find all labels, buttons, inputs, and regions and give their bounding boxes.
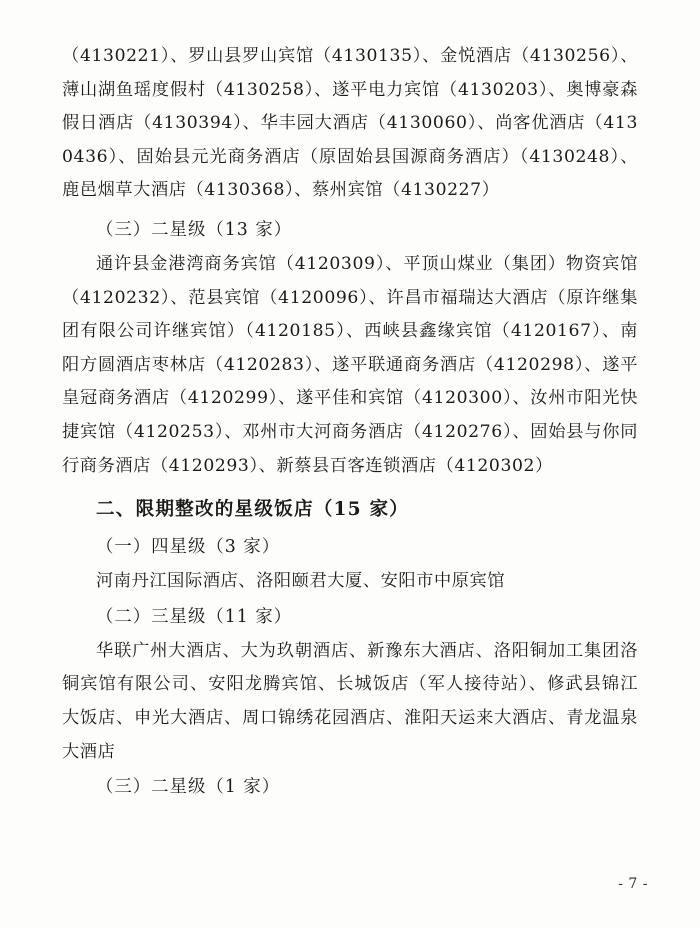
paragraph-two-star-hotel-list: 通许县金港湾商务宾馆（4120309）、平顶山煤业（集团）物资宾馆（4120232）、范县宾馆（4120096）、许昌市福瑞达大酒店（原许继集团有限公司许继宾馆）（4120185）、西峡县鑫缘宾馆（4120167）、南阳方圆酒店枣林店（4120283）、遂平联通商务酒店（4120298）、遂平皇冠商务酒店（4120299）、遂平佳和宾馆（4120300）、汝州市阳光快捷宾馆（4120253）、邓州市大河商务酒店（4120276）、固始县与你同行商务酒店（4120293）、新蔡县百客连锁酒店（4120302） [62,253,638,476]
paragraph-hotel-list-continued: （4130221）、罗山县罗山宾馆（4130135）、金悦酒店（4130256）、薄山湖鱼瑶度假村（4130258）、遂平电力宾馆（4130203）、奥博豪森假日酒店（4130394）、华丰园大酒店（4130060）、尚客优酒店（4130436）、固始县元光商务酒店（原固始县国源商务酒店）（4130248）、 鹿邑烟草大酒店（4130368）、蔡州宾馆（4130227） [62,46,645,201]
sub-heading-four-star-3: （一）四星级（3 家） [96,537,281,558]
section-heading-rectification-hotels: 二、限期整改的星级饭店（15 家） [96,499,410,521]
sub-heading-three-star-11: （二）三星级（11 家） [96,606,293,627]
sub-heading-two-star-13: （三）二星级（13 家） [96,219,293,240]
paragraph-three-star-hotel-list: 华联广州大酒店、大为玖朝酒店、新豫东大酒店、洛阳铜加工集团洛铜宾馆有限公司、安阳龙腾宾馆、长城饭店（军人接待站）、修武县锦江大饭店、申光大酒店、周口锦绣花园酒店、淮阳天运来大酒店、青龙温泉大酒店 [62,640,638,762]
paragraph-four-star-hotel-list: 河南丹江国际酒店、洛阳颐君大厦、安阳市中原宾馆 [96,571,506,592]
sub-heading-two-star-1: （三）二星级（1 家） [96,777,281,798]
document-body [62,40,645,805]
spacer [62,483,638,491]
page-number: - 7 - [618,876,648,892]
